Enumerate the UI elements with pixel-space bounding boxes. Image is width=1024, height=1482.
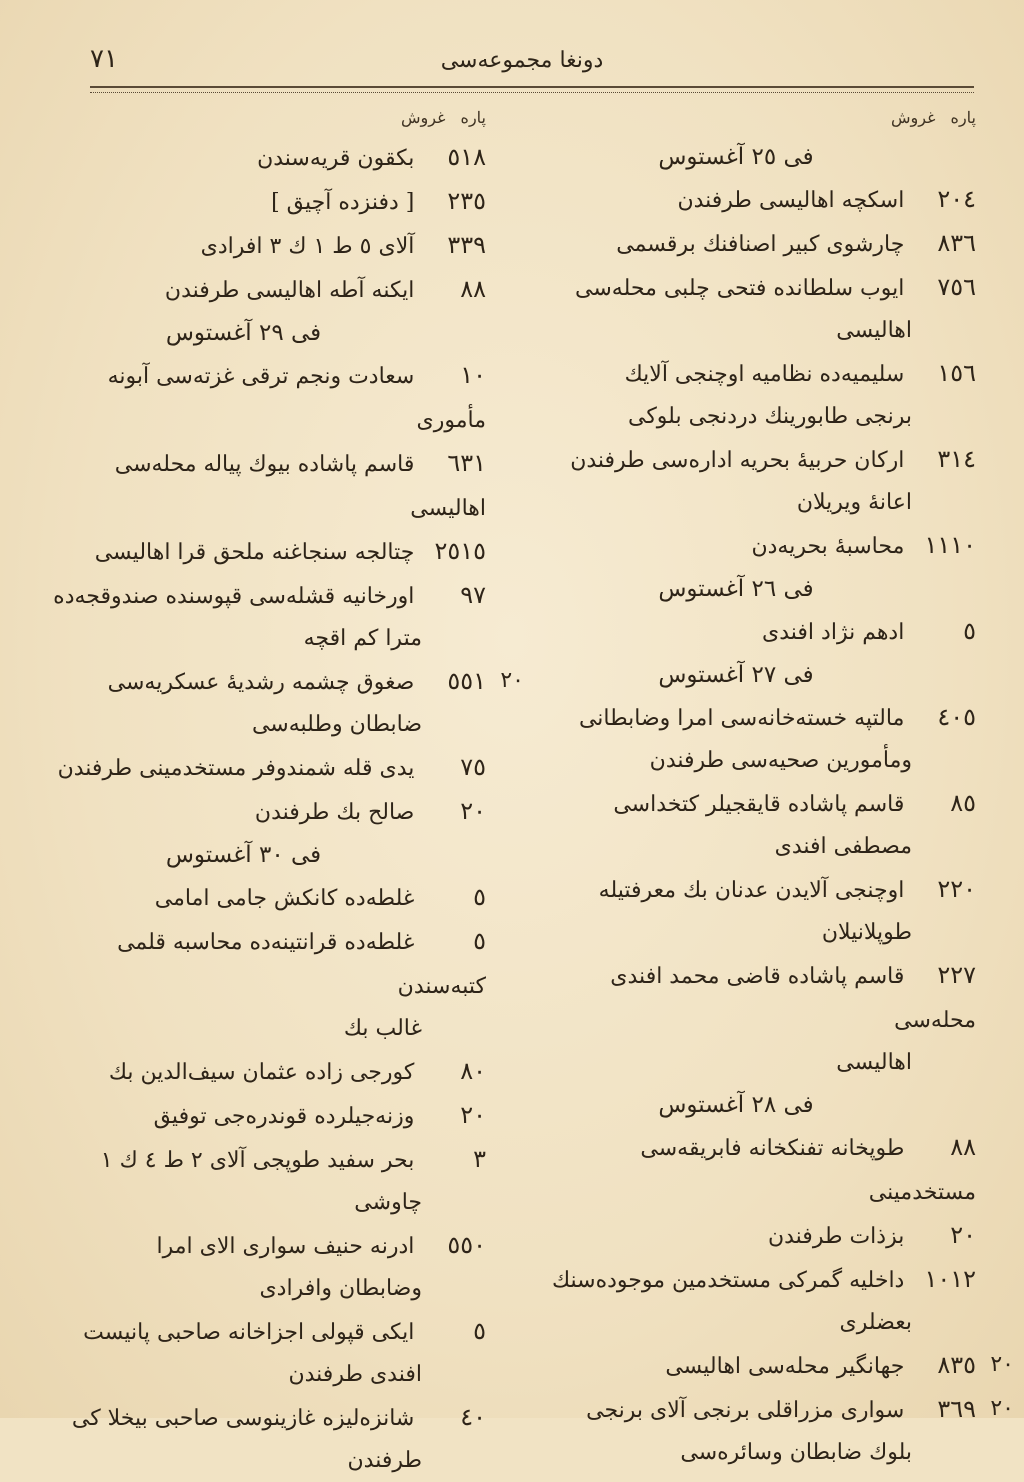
kurush-amount: ٢٠ [950,1221,976,1249]
kurush-amount: ٢٠ [460,797,486,825]
ledger-entry [536,1126,976,1214]
entry-description: مالتپه خسته‌خانه‌سی امرا وضابطانی [578,706,905,731]
entry-description: یدی قله شمندوفر مستخدمینی طرفندن [57,756,415,781]
entry-continuation: مصطفی افندی [774,834,912,859]
date-heading: فی ٣٠ آغستوس [165,842,322,868]
column-left [41,100,524,1482]
entry-description: اورخانیه قشله‌سی قپوسنده صندوقجه‌ده [53,584,415,609]
entry-description: ارکان حربیهٔ بحریه اداره‌سی طرفندن [570,448,905,473]
date-heading: فی ٢٨ آغستوس [658,1092,814,1118]
ledger-entry [41,790,486,834]
ledger-entry [536,782,976,826]
entry-description: طوپخانه تفنکخانه فابریقه‌سی مستخدمینی [640,1136,976,1205]
ledger-entry [536,1344,1014,1388]
kurush-amount: ٢٣٥ [447,187,486,215]
entry-description: سلیمیه‌ده نظامیه اوچنجی آلایك [624,362,905,387]
entry-description: صالح بك طرفندن [254,800,415,825]
entry-description: ادهم نژاد افندی [762,620,905,645]
ledger-entry [536,868,976,912]
entry-description: اوچنجی آلایدن عدنان بك معرفتیله [598,878,905,903]
entry-description: داخلیه گمرکی مستخدمین موجوده‌سنك [551,1268,905,1293]
ledger-entry [41,442,486,530]
entry-continuation: ومأمورین صحیه‌سی طرفندن [649,748,912,773]
ledger-entry [41,354,486,442]
entry-description: بزذات طرفندن [767,1224,905,1249]
ledger-entry [41,660,524,704]
header-rule [90,86,974,93]
kurush-amount: ٨٨ [460,275,486,303]
kurush-amount: ٢٢٠ [937,875,976,903]
column-head: پاره غروش [891,108,976,127]
kurush-amount: ٣٦٩ [937,1395,976,1423]
kurush-amount: ٣٣٩ [447,231,486,259]
entry-description: چتالجه سنجاغنه ملحق قرا اهالیسی [94,540,415,565]
kurush-amount: ٥١٨ [447,143,486,171]
ledger-entry [41,136,486,180]
ledger-entry [41,224,486,268]
kurush-amount: ٢٠ [460,1101,486,1129]
entry-continuation: اعانهٔ ویریلان [796,490,912,515]
ledger-entry [41,180,486,224]
entry-description: [ دفنزده آچیق ] [271,190,415,215]
entry-description: صغوق چشمه رشدیهٔ عسکریه‌سی [107,670,415,695]
ledger-entry [41,1396,486,1440]
ledger-entry [536,954,976,1042]
entry-continuation: بعضلری [839,1310,912,1335]
entry-continuation: افندی طرفندن [288,1362,422,1387]
entry-continuation: اهالیسی [836,318,912,343]
kurush-amount: ٤٠٥ [937,703,976,731]
entry-description: غلطه‌ده قرانتینه‌ده محاسبه قلمی کتبه‌سندن [117,930,486,999]
date-heading: فی ٢٩ آغستوس [165,320,322,346]
kurush-amount: ٨٣٥ [937,1351,976,1379]
entry-continuation: بلوك ضابطان وسائره‌سی [680,1440,912,1465]
kurush-amount: ٤٠ [460,1403,486,1431]
kurush-amount: ٥٥١ [447,667,486,695]
entry-description: غلطه‌ده کانکش جامی امامی [154,886,415,911]
entry-description: سواری مزراقلی برنجی آلای برنجی [586,1398,905,1423]
kurush-amount: ٥ [963,617,976,645]
entry-continuation: چاوشی [354,1190,422,1215]
entry-description: قاسم پاشاده قایقجیلر کتخداسی [613,792,905,817]
entry-description: سعادت ونجم ترقی غزته‌سی آبونه مأموری [107,364,486,433]
ledger-entry [536,1214,976,1258]
ledger-entry [536,1388,1014,1432]
entry-description: ایکنه آطه اهالیسی طرفندن [164,278,415,303]
ledger-entry [41,746,486,790]
ledger-entry [41,1224,486,1268]
entry-continuation: ضابطان وطلبه‌سی [251,712,422,737]
entry-description: محاسبهٔ بحریه‌دن [751,534,905,559]
kurush-amount: ٣١٤ [937,445,976,473]
entry-description: ادرنه حنیف سواری الای امرا [156,1234,415,1259]
date-heading: فی ٢٧ آغستوس [658,662,814,688]
kurush-amount: ١١١٠ [924,531,976,559]
ledger-entry [41,1310,486,1354]
ledger-entry [41,574,486,618]
entry-description: جهانگیر محله‌سی اهالیسی [665,1354,905,1379]
entry-description: اسکچه اهالیسی طرفندن [677,188,905,213]
entry-continuation: وضابطان وافرادی [259,1276,422,1301]
column-right [536,100,1014,1474]
para-amount: ٢٠ [500,668,524,693]
entry-description: شانزه‌لیزه غازینوسی صاحبی بیخلا کی [71,1406,415,1431]
kurush-amount: ٨٠ [460,1057,486,1085]
ledger-entry [41,920,486,1008]
ledger-entry [536,178,976,222]
entry-continuation: طرفندن [347,1448,422,1473]
entry-description: آلای ٥ ط ١ ك ٣ افرادی [200,234,415,259]
running-title: دونغا مجموعه‌سی [440,48,604,73]
kurush-amount: ٥ [473,927,486,955]
kurush-amount: ١٠ [460,361,486,389]
ledger-entry [41,1138,486,1182]
ledger-entry [41,1050,486,1094]
kurush-amount: ٨٣٦ [937,229,976,257]
ledger-entry [536,222,976,266]
entry-continuation: مترا کم اقچه [303,626,422,651]
date-heading: فی ٢٥ آغستوس [658,144,814,170]
entry-description: وزنه‌جیلرده قوندره‌جی توفیق [153,1104,415,1129]
ledger-entry [41,876,486,920]
ledger-entry [536,438,976,482]
entry-continuation: غالب بك [343,1016,422,1041]
kurush-amount: ٢٠٤ [937,185,976,213]
kurush-amount: ٨٥ [950,789,976,817]
ledger-entry [536,266,976,310]
page-number: ٧١ [90,44,118,74]
kurush-amount: ٢٢٧ [937,961,976,989]
kurush-amount: ٩٧ [460,581,486,609]
kurush-amount: ٥ [473,1317,486,1345]
entry-description: قاسم پاشاده قاضی محمد افندی محله‌سی [610,964,976,1033]
kurush-amount: ٥٥٠ [447,1231,486,1259]
ledger-entry [536,524,976,568]
kurush-amount: ٧٥ [460,753,486,781]
ledger-entry [536,1258,976,1302]
kurush-amount: ٨٨ [950,1133,976,1161]
entry-continuation: طوپلانیلان [821,920,912,945]
date-heading: فی ٢٦ آغستوس [658,576,814,602]
entry-description: بحر سفید طوپجی آلای ٢ ط ٤ ك ١ [100,1148,415,1173]
para-amount: ٢٠ [990,1352,1014,1377]
kurush-amount: ١٠١٢ [924,1265,976,1293]
entry-description: بکقون قریه‌سندن [257,146,415,171]
ledger-entry [536,696,976,740]
ledger-entry [536,352,976,396]
ledger-entry [41,1094,486,1138]
entry-continuation: برنجی طابورینك دردنجی بلوکی [628,404,912,429]
kurush-amount: ٣ [473,1145,486,1173]
entry-description: ایکی قپولی اجزاخانه صاحبی پانیست [83,1320,415,1345]
kurush-amount: ٧٥٦ [937,273,976,301]
entry-description: ایوب سلطانده فتحی چلبی محله‌سی [575,276,905,301]
kurush-amount: ٦٣١ [447,449,486,477]
kurush-amount: ١٥٦ [937,359,976,387]
ledger-entry [41,268,486,312]
ledger-entry [41,530,486,574]
para-amount: ٢٠ [990,1396,1014,1421]
entry-continuation: اهالیسی [836,1050,912,1075]
entry-description: کورجی زاده عثمان سیف‌الدین بك [108,1060,415,1085]
entry-description: قاسم پاشاده بیوك پیاله محله‌سی اهالیسی [114,452,486,521]
ledger-entry [536,610,976,654]
kurush-amount: ٢٥١٥ [434,537,486,565]
column-head: پاره غروش [401,108,486,127]
page-header [90,42,954,86]
kurush-amount: ٥ [473,883,486,911]
entry-description: چارشوی کبیر اصنافنك برقسمی [616,232,905,257]
